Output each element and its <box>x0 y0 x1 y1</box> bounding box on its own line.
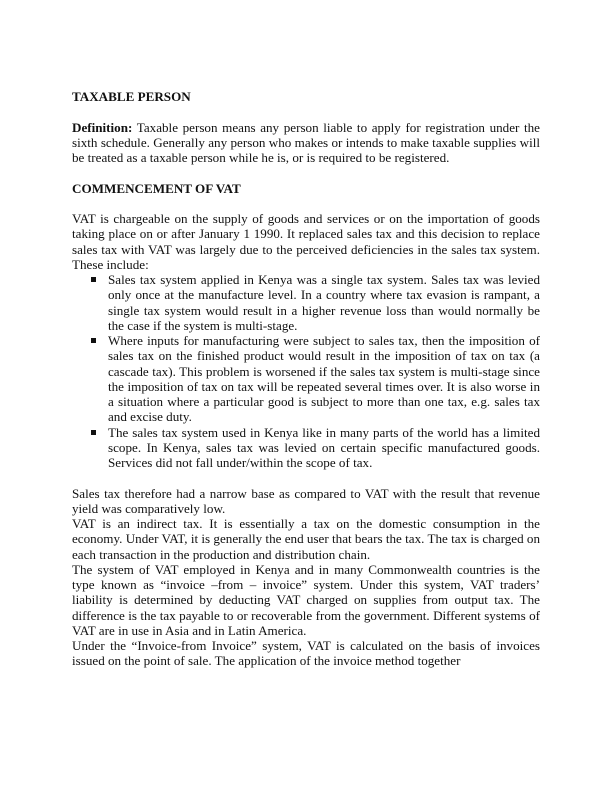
list-item-text: Where inputs for manufacturing were subject to sales tax, then the imposition of sales tax on the finished product would result in the imposition of tax on tax (a cascade tax). This problem is worsened if the sales tax system is multi-stage since the imposition of tax on tax will be repeated several times over. It is also worse in a situation where a particular good is subject to more than one tax, e.g. sales tax and excise duty. <box>108 333 540 425</box>
list-item-text: Sales tax system applied in Kenya was a single tax system. Sales tax was levied only once at the manufacture level. In a country where tax evasion is rampant, a single tax system would result in a higher revenue loss than would normally be the case if the system is multi-stage. <box>108 272 540 333</box>
document-page <box>72 89 540 669</box>
definition-text: Taxable person means any person liable to apply for registration under the sixth schedule. Generally any person who makes or intends to make taxable supplies will be treated as a taxable person while he is, or is required to be registered. <box>72 119 540 165</box>
body-paragraph: The system of VAT employed in Kenya and in many Commonwealth countries is the type known as “invoice –from – invoice” system. Under this system, VAT traders’ liability is determined by deducting VAT charged on supplies from output tax. The difference is the tax payable to or recoverable from the government. Different systems of VAT are in use in Asia and in Latin America. <box>72 561 540 638</box>
deficiency-list <box>72 272 540 470</box>
list-item <box>72 333 540 425</box>
bullet-icon <box>91 277 96 282</box>
heading-taxable-person: TAXABLE PERSON <box>72 89 191 104</box>
bullet-icon <box>91 430 96 435</box>
list-item <box>72 425 540 471</box>
heading-commencement-of-vat: COMMENCEMENT OF VAT <box>72 180 241 196</box>
body-paragraph: VAT is an indirect tax. It is essentially a tax on the domestic consumption in the economy. Under VAT, it is generally the end user that bears the tax. The tax is charged on each transaction in the production and distribution chain. <box>72 516 540 562</box>
intro-paragraph: VAT is chargeable on the supply of goods and services or on the importation of goods taking place on or after January 1 1990. It replaced sales tax and this decision to replace sales tax with VAT was largely due to the perceived deficiencies in the sales tax system. These include: <box>72 211 540 272</box>
bullet-icon <box>91 338 96 343</box>
body-paragraph: Sales tax therefore had a narrow base as compared to VAT with the result that revenue yield was comparatively low. <box>72 485 540 516</box>
list-item <box>72 272 540 333</box>
list-item-text: The sales tax system used in Kenya like in many parts of the world has a limited scope. In Kenya, sales tax was levied on certain specific manufactured goods. Services did not fall under/within the scope of tax. <box>108 424 540 470</box>
definition-label: Definition: <box>72 119 133 135</box>
body-paragraph: Under the “Invoice-from Invoice” system, VAT is calculated on the basis of invoices issued on the point of sale. The application of the invoice method together <box>72 638 540 669</box>
definition-paragraph <box>72 120 540 166</box>
